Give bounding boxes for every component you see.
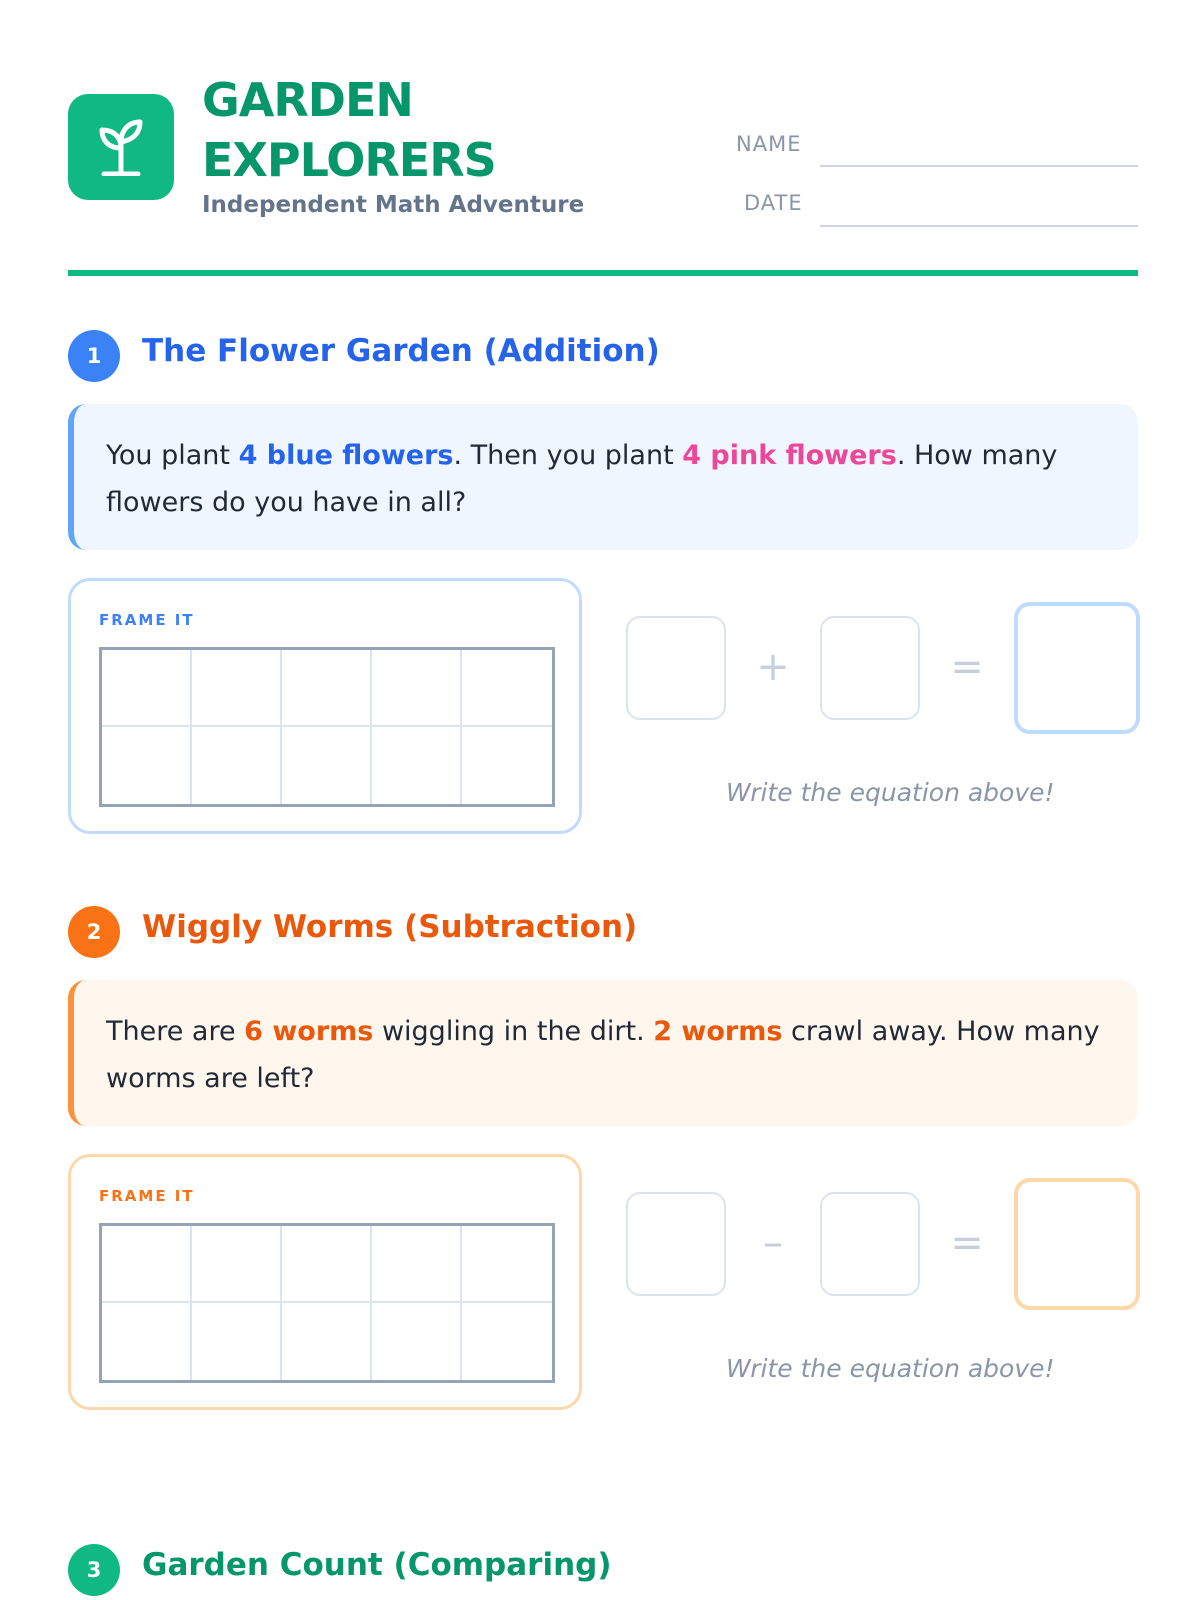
addend-box-2[interactable]: [820, 616, 920, 720]
prompt-text: There are: [106, 1016, 245, 1047]
ten-frame-cell[interactable]: [192, 1303, 282, 1380]
plus-sign: +: [756, 644, 790, 690]
section-title-1: The Flower Garden (Addition): [142, 333, 660, 369]
frame-label: FRAME IT: [99, 611, 195, 629]
minus-sign: –: [763, 1220, 783, 1266]
word-problem-1: [68, 404, 1138, 550]
prompt-highlight-two-worms: 2 worms: [653, 1016, 783, 1047]
ten-frame-cell[interactable]: [192, 1226, 282, 1303]
ten-frame-cell[interactable]: [102, 650, 192, 727]
section-number-1: 1: [68, 330, 120, 382]
ten-frame-cell[interactable]: [372, 727, 462, 804]
ten-frame-cell[interactable]: [372, 1303, 462, 1380]
prompt-text: . Then you plant: [453, 440, 683, 471]
section-number-3: 3: [68, 1544, 120, 1596]
minuend-box[interactable]: [626, 1192, 726, 1296]
ten-frame-cell[interactable]: [462, 1226, 552, 1303]
section-title-2: Wiggly Worms (Subtraction): [142, 909, 638, 945]
worksheet-subtitle: Independent Math Adventure: [202, 192, 585, 218]
ten-frame-cell[interactable]: [462, 727, 552, 804]
answer-box-2[interactable]: [1014, 1178, 1140, 1310]
ten-frame-cell[interactable]: [102, 1303, 192, 1380]
prompt-highlight-six-worms: 6 worms: [244, 1016, 374, 1047]
prompt-highlight-pink-flowers: 4 pink flowers: [682, 440, 897, 471]
worksheet-header: [68, 70, 1138, 230]
prompt-text: wiggling in the dirt.: [373, 1016, 654, 1047]
equals-sign: =: [950, 1220, 984, 1266]
sprout-icon: [96, 118, 146, 176]
prompt-text: You plant: [106, 440, 239, 471]
word-problem-2: [68, 980, 1138, 1126]
ten-frame-cell[interactable]: [462, 1303, 552, 1380]
answer-box-1[interactable]: [1014, 602, 1140, 734]
logo: [68, 94, 174, 200]
name-line[interactable]: [820, 165, 1138, 167]
header-divider: [68, 270, 1138, 276]
ten-frame[interactable]: [99, 1223, 555, 1383]
name-label: NAME: [736, 132, 802, 156]
ten-frame-cell[interactable]: [102, 1226, 192, 1303]
title-line-1: GARDEN: [202, 73, 413, 127]
ten-frame-cell[interactable]: [282, 1226, 372, 1303]
ten-frame-cell[interactable]: [192, 650, 282, 727]
frame-label: FRAME IT: [99, 1187, 195, 1205]
ten-frame-cell[interactable]: [282, 727, 372, 804]
frame-card-1: [68, 578, 582, 834]
ten-frame-cell[interactable]: [192, 727, 282, 804]
ten-frame-cell[interactable]: [372, 1226, 462, 1303]
title-line-2: EXPLORERS: [202, 133, 496, 187]
addend-box-1[interactable]: [626, 616, 726, 720]
prompt-text: crawl away. How many worms are left?: [106, 1016, 1100, 1094]
subtrahend-box[interactable]: [820, 1192, 920, 1296]
date-line[interactable]: [820, 225, 1138, 227]
ten-frame-cell[interactable]: [102, 727, 192, 804]
section-title-3: Garden Count (Comparing): [142, 1547, 612, 1583]
ten-frame-cell[interactable]: [282, 1303, 372, 1380]
date-label: DATE: [744, 191, 803, 215]
prompt-highlight-blue-flowers: 4 blue flowers: [238, 440, 454, 471]
equation-hint: Write the equation above!: [726, 778, 1055, 807]
equation-hint: Write the equation above!: [726, 1354, 1055, 1383]
frame-card-2: [68, 1154, 582, 1410]
ten-frame-cell[interactable]: [462, 650, 552, 727]
worksheet-title: [202, 70, 496, 190]
prompt-text: . How many flowers do you have in all?: [106, 440, 1058, 518]
section-number-2: 2: [68, 906, 120, 958]
ten-frame-cell[interactable]: [372, 650, 462, 727]
ten-frame-cell[interactable]: [282, 650, 372, 727]
ten-frame[interactable]: [99, 647, 555, 807]
equals-sign: =: [950, 644, 984, 690]
